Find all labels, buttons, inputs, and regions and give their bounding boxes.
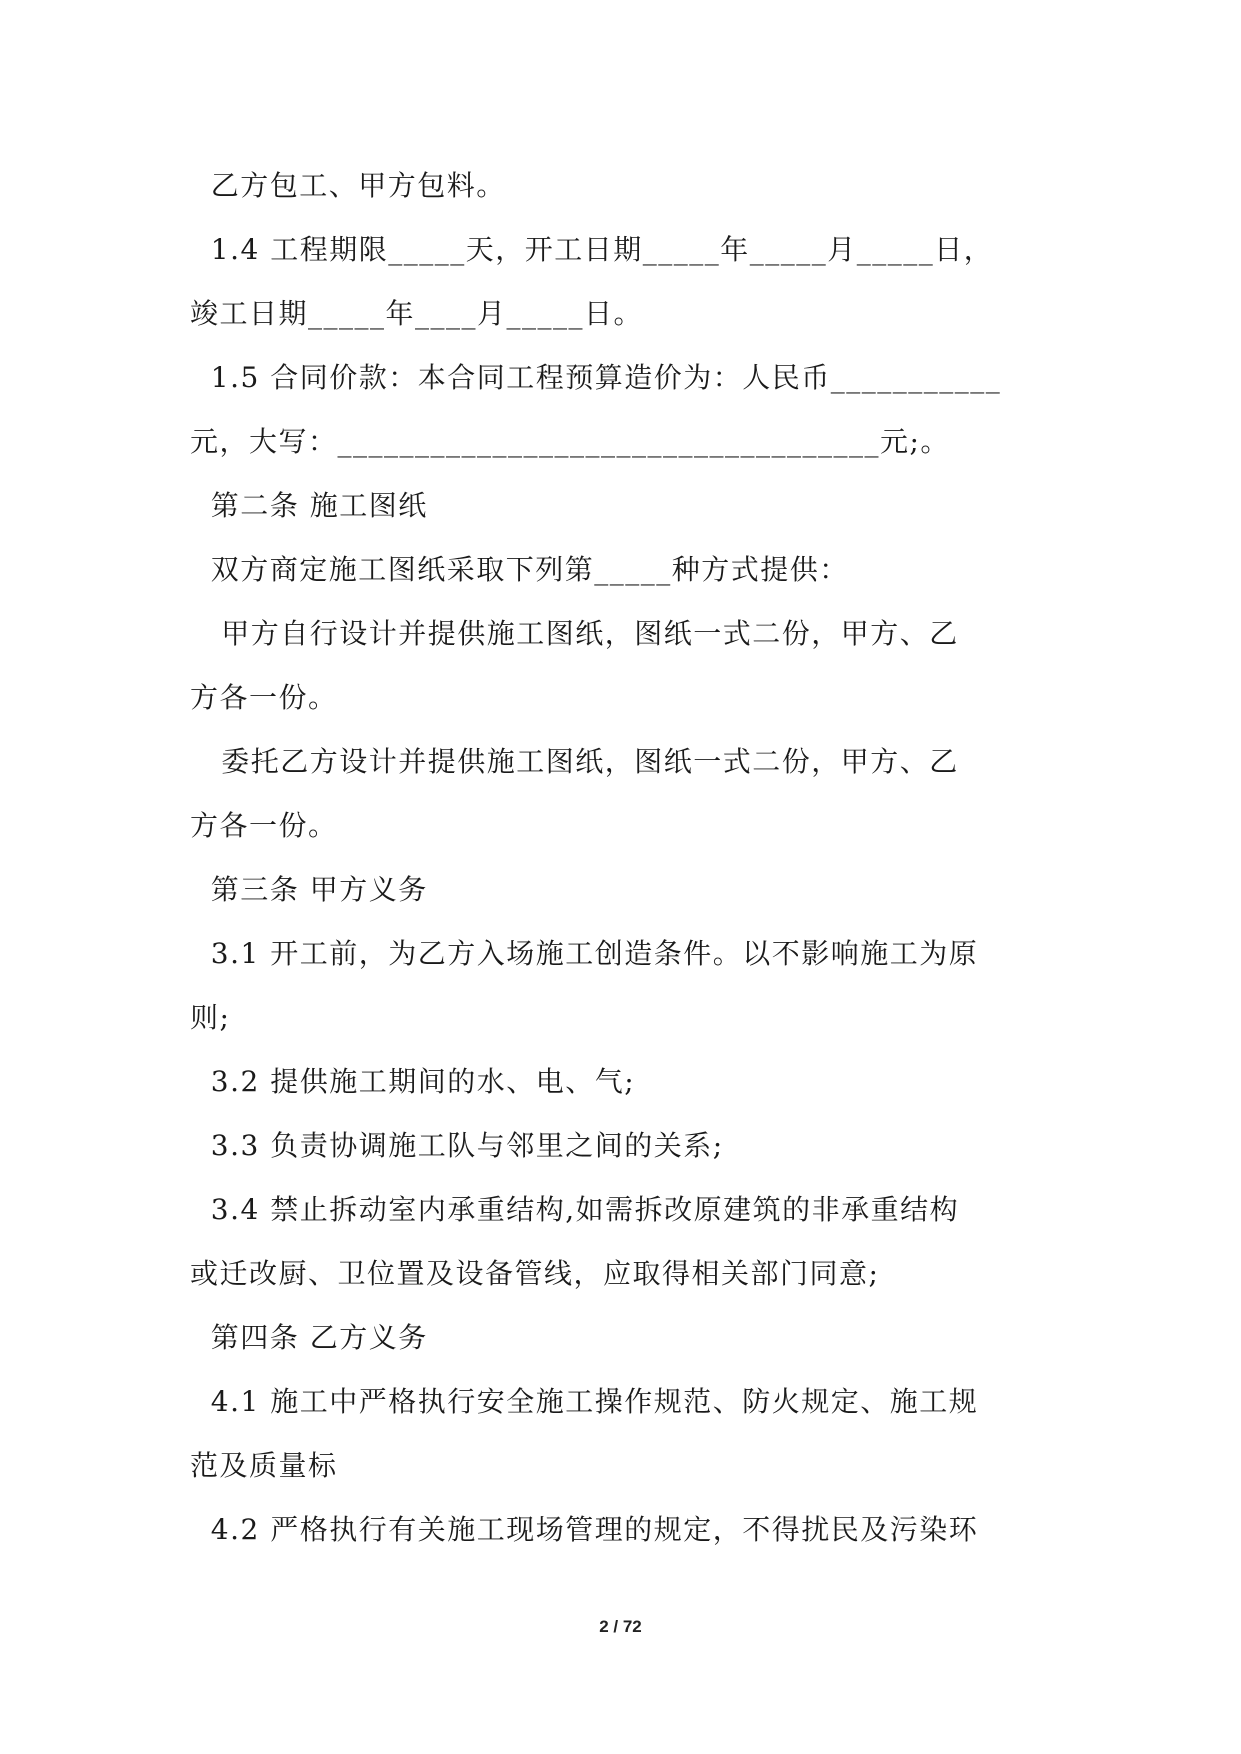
text-line: 1.5 合同价款：本合同工程预算造价为：人民币___________ bbox=[190, 361, 1002, 394]
text-line: 元，大写：___________________________________元;。 bbox=[190, 425, 950, 458]
text-line: 乙方包工、甲方包料。 bbox=[190, 169, 506, 202]
text-line: 4.2 严格执行有关施工现场管理的规定，不得扰民及污染环 bbox=[190, 1513, 979, 1546]
section-heading: 第二条 施工图纸 bbox=[190, 489, 428, 522]
text-line: 4.1 施工中严格执行安全施工操作规范、防火规定、施工规 bbox=[190, 1385, 979, 1418]
text-line: 则; bbox=[190, 1001, 231, 1034]
text-line: 3.1 开工前，为乙方入场施工创造条件。以不影响施工为原 bbox=[190, 937, 979, 970]
text-line: 或迁改厨、卫位置及设备管线，应取得相关部门同意; bbox=[190, 1257, 880, 1290]
text-line: 1.4 工程期限_____天，开工日期_____年_____月_____日， bbox=[190, 233, 994, 266]
text-line: 方各一份。 bbox=[190, 681, 338, 714]
text-line: 委托乙方设计并提供施工图纸，图纸一式二份，甲方、乙 bbox=[190, 745, 959, 778]
page-number: 2 / 72 bbox=[599, 1617, 642, 1636]
section-heading: 第四条 乙方义务 bbox=[190, 1321, 428, 1354]
text-line: 方各一份。 bbox=[190, 809, 338, 842]
text-line: 双方商定施工图纸采取下列第_____种方式提供： bbox=[190, 553, 849, 586]
document-body bbox=[190, 154, 1060, 1562]
text-line: 3.4 禁止拆动室内承重结构,如需拆改原建筑的非承重结构 bbox=[190, 1193, 960, 1226]
text-line: 竣工日期_____年____月_____日。 bbox=[190, 297, 644, 330]
text-line: 3.3 负责协调施工队与邻里之间的关系; bbox=[190, 1129, 724, 1162]
text-line: 3.2 提供施工期间的水、电、气; bbox=[190, 1065, 636, 1098]
text-line: 甲方自行设计并提供施工图纸，图纸一式二份，甲方、乙 bbox=[190, 617, 959, 650]
text-line: 范及质量标 bbox=[190, 1449, 338, 1482]
section-heading: 第三条 甲方义务 bbox=[190, 873, 428, 906]
